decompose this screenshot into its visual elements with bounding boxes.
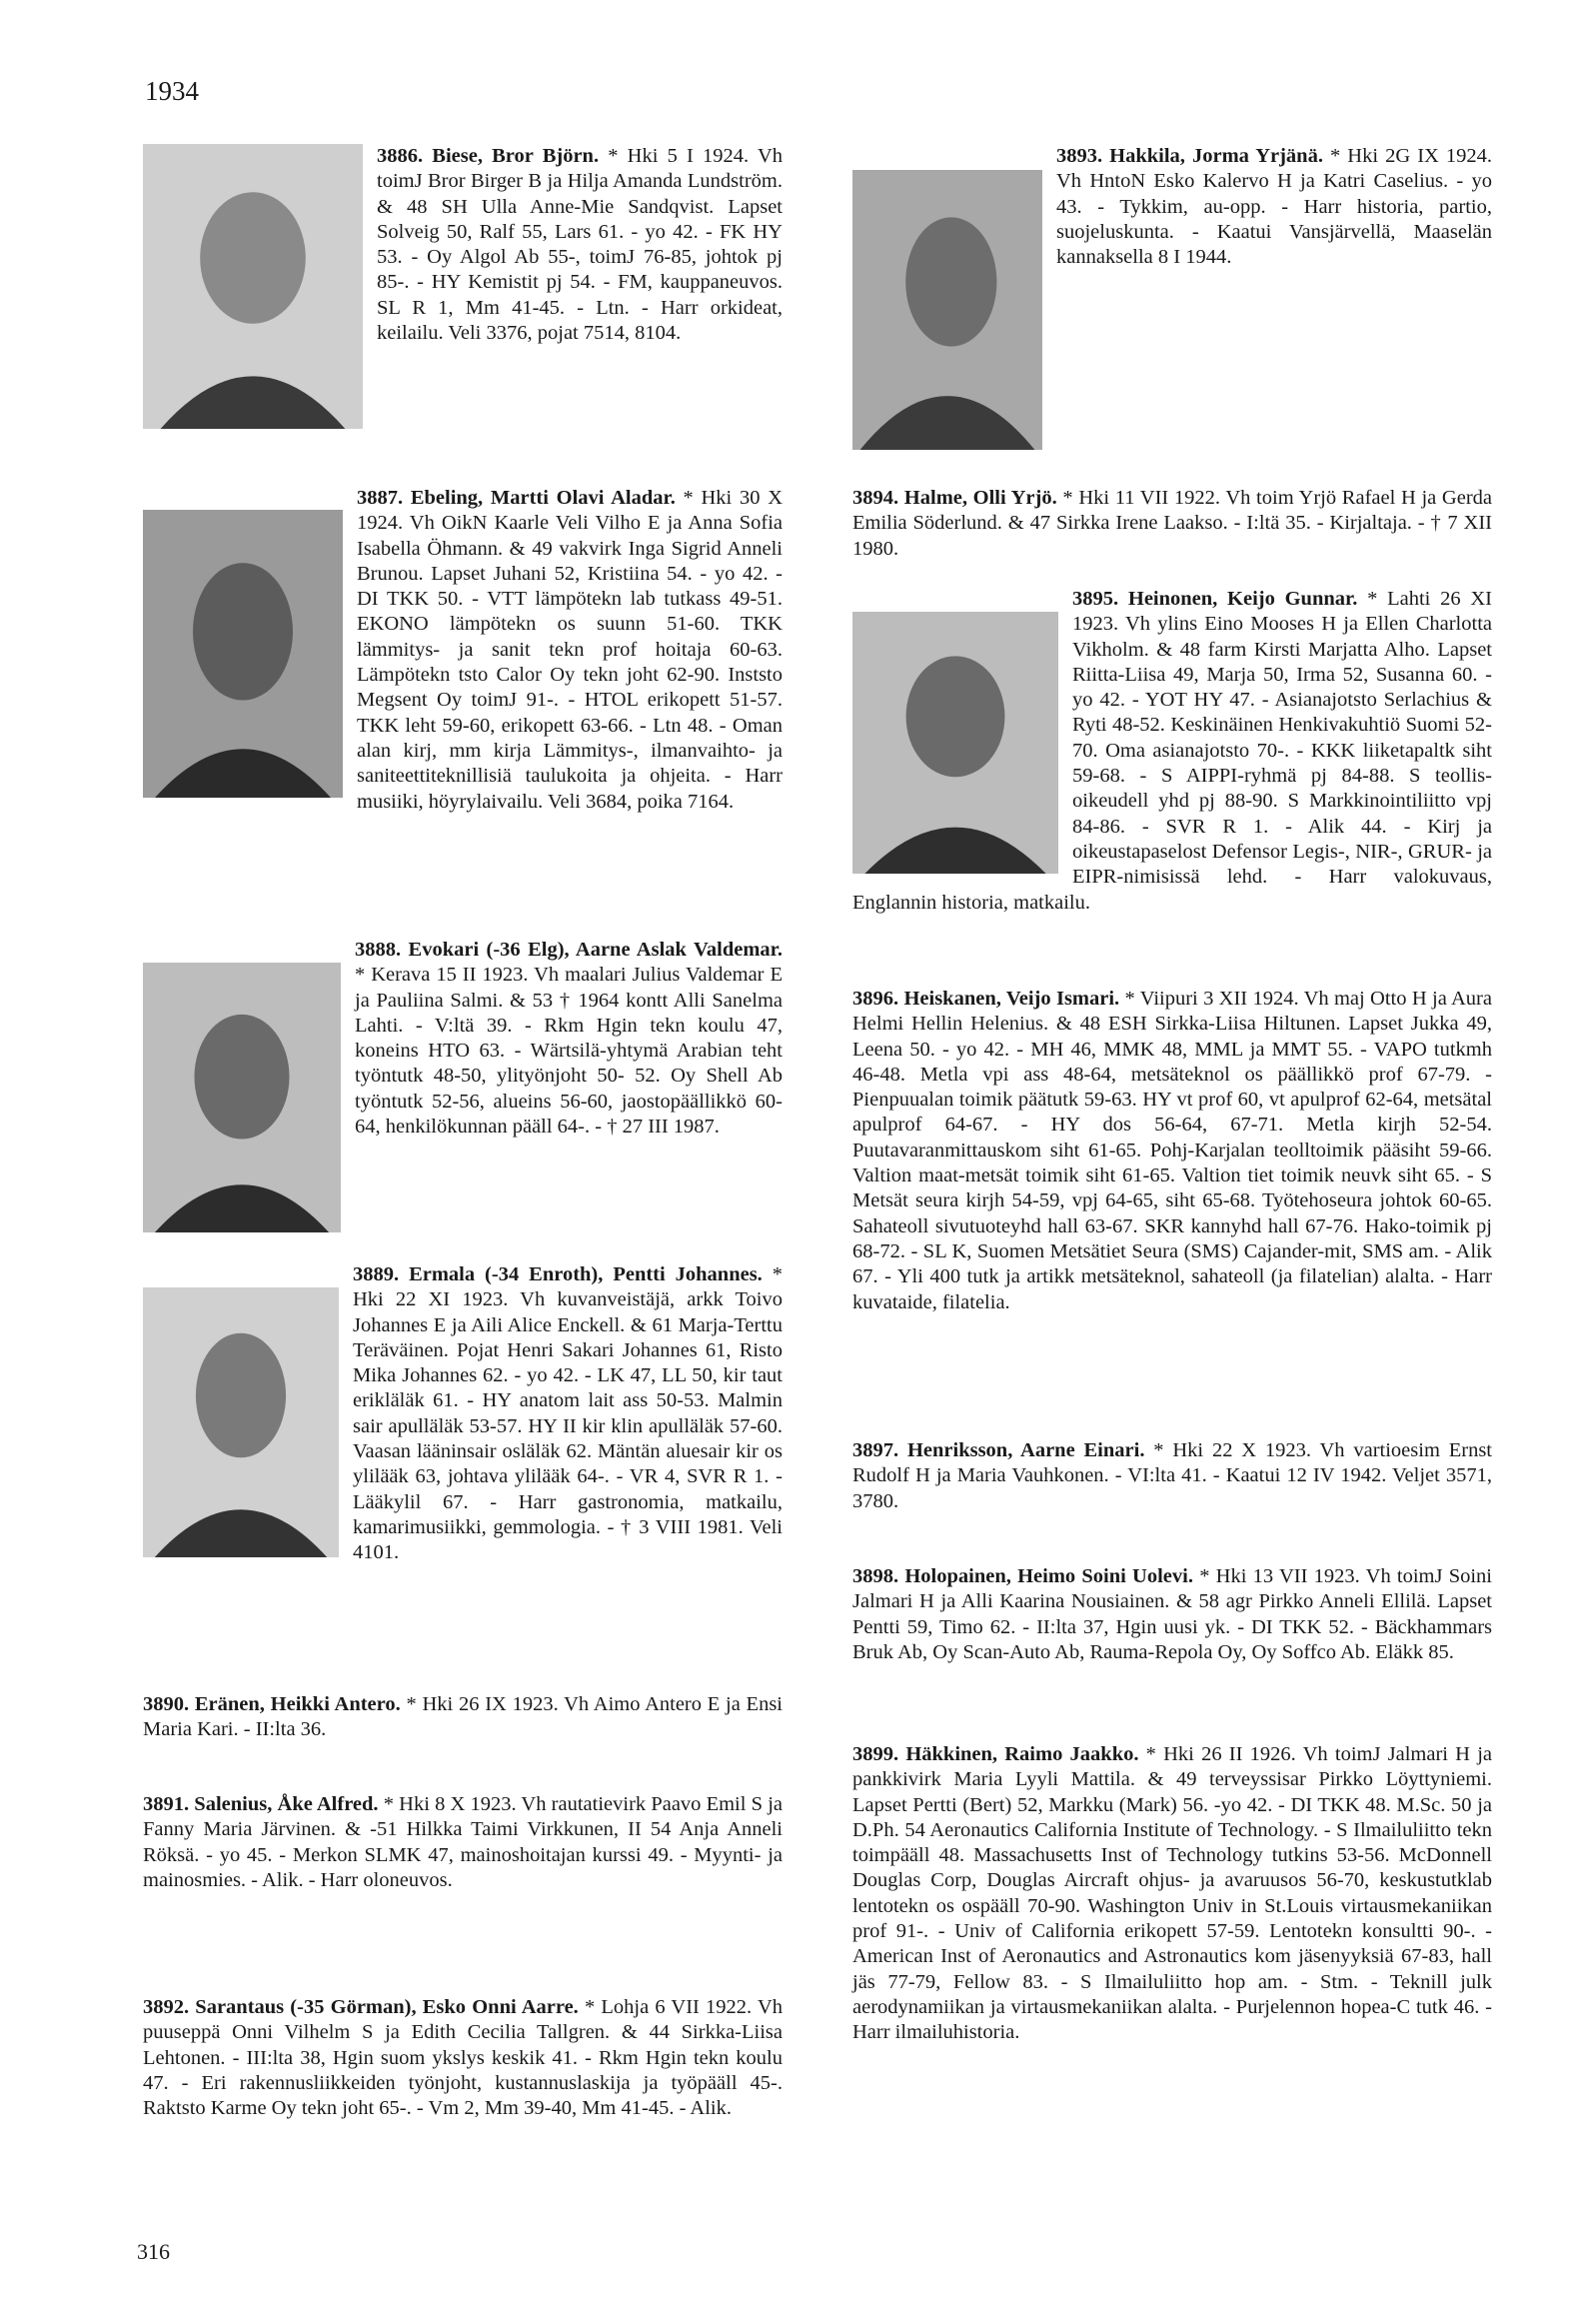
entry-3890: 3890. Eränen, Heikki Antero. * Hki 26 IX 1923. Vh Aimo Antero E ja Ensi Maria Kari. - II:lta 36. xyxy=(143,1693,783,1741)
entry-3897: 3897. Henriksson, Aarne Einari. * Hki 22 X 1923. Vh vartioesim Ernst Rudolf H ja Maria Vauhkonen. - VI:lta 41. - Kaatui 12 IV 1942. Veljet 3571, 3780. xyxy=(852,1439,1492,1512)
entry-3888: 3888. Evokari (-36 Elg), Aarne Aslak Valdemar. * Kerava 15 II 1923. Vh maalari Julius Valdemar E ja Pauliina Salmi. & 53 † 1964 kontt Alli Sanelma Lahti. - V:ltä 39. - Rkm Hgin tekn koulu 47, koneins HTO 63. - Wärtsilä-yhtymä Arabian teht työntutk 48-50, ylityönjoht 50- 52. Oy Shell Ab työntutk 52-56, alueins 56-60, jaostopäällikkö 60-64, henkilökunnan pääll 64-. - † 27 III 1987. xyxy=(143,938,783,1236)
portrait-photo xyxy=(143,1287,339,1557)
entry-3887: 3887. Ebeling, Martti Olavi Aladar. * Hki 30 X 1924. Vh OikN Kaarle Veli Vilho E ja Anna Sofia Isabella Öhmann. & 49 vakvirk Inga Sigrid Anneli Brunou. Lapset Juhani 52, Kristiina 54. - yo 42. - DI TKK 50. - VTT lämpötekn lab tutkass 49-51. EKONO lämpötekn os suunn 51-60. TKK lämmitys- ja sanit tekn prof hoitaja 60-63. Lämpötekn tsto Calor Oy tekn joht 62-90. Inststo Megsent Oy toimJ 91-. - HTOL erikopett 51-57. TKK leht 59-60, erikopett 63-66. - Ltn 48. - Oman alan kirj, mm kirja Lämmitys-, ilmanvaihto- ja saniteettiteknillisiä taulukoita ja ohjeita. - Harr musiiki, höyrylaivailu. Veli 3684, poika 7164. xyxy=(143,486,783,815)
entry-3892: 3892. Sarantaus (-35 Görman), Esko Onni Aarre. * Lohja 6 VII 1922. Vh puuseppä Onni Vilhelm S ja Edith Cecilia Tallgren. & 44 Sirkka-Liisa Lehtonen. - III:lta 38, Hgin suom ykslys keskik 41. - Rkm Hgin tekn koulu 47. - Eri rakennusliikkeiden työnjoht, kustannuslaskija ja työpääll 45-. Raktsto Karme Oy tekn joht 65-. - Vm 2, Mm 39-40, Mm 41-45. - Alik. xyxy=(143,1996,783,2120)
portrait-photo xyxy=(852,612,1058,874)
page-number: 316 xyxy=(137,2239,170,2264)
entry-3894: 3894. Halme, Olli Yrjö. * Hki 11 VII 1922. Vh toim Yrjö Rafael H ja Gerda Emilia Söderlund. & 47 Sirkka Irene Laakso. - I:ltä 35. - Kirjaltaja. - † 7 XII 1980. xyxy=(852,487,1492,560)
portrait-photo xyxy=(143,144,363,429)
entry-3891: 3891. Salenius, Åke Alfred. * Hki 8 X 1923. Vh rautatievirk Paavo Emil S ja Fanny Maria Järvinen. & -51 Hilkka Taimi Virkkunen, II 54 Anja Anneli Röksä. - yo 45. - Merkon SLMK 47, mainoshoitajan kurssi 49. - Myynti- ja mainosmies. - Alik. - Harr oloneuvos. xyxy=(143,1793,784,1891)
entry-3893: 3893. Hakkila, Jorma Yrjänä. * Hki 2G IX 1924. Vh HntoN Esko Kalervo H ja Katri Caselius. - yo 43. - Tykkim, au-opp. - Harr historia, partio, suojeluskunta. - Kaatui Vansjärvellä, Maaselän kannaksella 8 I 1944. xyxy=(852,144,1492,454)
entry-3899: 3899. Häkkinen, Raimo Jaakko. * Hki 26 II 1926. Vh toimJ Jalmari H ja pankkivirk Maria Lyyli Mattila. & 49 terveyssisar Pirkko Löyttyniemi. Lapset Pertti (Bert) 52, Markku (Mark) 56. -yo 42. - DI TKK 48. M.Sc. 50 ja D.Ph. 54 Aeronautics California Institute of Technology. - S Ilmailuliitto tekn toimpääll 48. Massachusetts Inst of Technology tutkins 53-56. McDonnell Douglas Corp, Douglas Aircraft ohjus- ja avaruusos 56-70, keskustutklab lentotekn os ospääll 70-90. Washington Univ in St.Louis virtausmekaniikan prof 91-. - Univ of California erikopett 57-59. Lentotekn konsultti 90-. - American Inst of Aeronautics and Astronautics kom jäsenyyksiä 67-83, hall jäs 77-79, Fellow 83. - S Ilmailuliitto hop am. - Stm. - Teknill julk aerodynamiikan ja virtausmekaniikan alalta. - Purjelennon hopea-C tutk 46. - Harr ilmailuhistoria. xyxy=(852,1743,1492,2044)
entry-3889: 3889. Ermala (-34 Enroth), Pentti Johannes. * Hki 22 XI 1923. Vh kuvanveistäjä, arkk Toivo Johannes E ja Aili Alice Enckell. & 61 Marja-Terttu Teräväinen. Pojat Henri Sakari Johannes 61, Risto Mika Johannes 62. - yo 42. - LK 47, LL 50, kir taut erikläläk 61. - HY anatom lait ass 50-53. Malmin sair apulläläk 53-57. HY II kir klin apulläläk 57-60. Vaasan lääninsair osläläk 62. Mäntän aluesair kir os ylilääk 63, johtava ylilääk 64-. - VR 4, SVR R 1. - Lääkylil 67. - Harr gastronomia, matkailu, kamarimusiikki, gemmologia. - † 3 VIII 1981. Veli 4101. xyxy=(143,1262,783,1566)
portrait-photo xyxy=(143,510,343,798)
entry-3895: 3895. Heinonen, Keijo Gunnar. * Lahti 26 XI 1923. Vh ylins Eino Mooses H ja Ellen Charlotta Vikholm. & 48 farm Kirsti Marjatta Alho. Lapset Riitta-Liisa 49, Marja 50, Irma 52, Susanna 60. - yo 42. - YOT HY 47. - Asianajotsto Serlachius & Ryti 48-52. Keskinäinen Henkivakuhtiö Suomi 52-70. Oma asianajotsto 70-. - KKK liiketapaltk siht 59-68. - S AIPPI-ryhmä pj 84-88. S teollis-oikeudell yhd pj 88-90. S Markkinointiliitto vpj 84-86. - SVR R 1. - Alik 44. - Kirj ja oikeustapaselost Defensor Legis-, NIR-, GRUR- ja EIPR-nimisissä lehd. - Harr valokuvaus, Englannin historia, matkailu. xyxy=(852,588,1492,914)
entry-3898: 3898. Holopainen, Heimo Soini Uolevi. * Hki 13 VII 1923. Vh toimJ Soini Jalmari H ja Alli Kaarina Nousiainen. & 58 agr Pirkko Anneli Ellilä. Lapset Pentti 59, Timo 62. - II:lta 37, Hgin uusi yk. - DI TKK 52. - Bäckhammars Bruk Ab, Oy Scan-Auto Ab, Rauma-Repola Oy, Oy Soffco Ab. Eläkk 85. xyxy=(852,1565,1492,1663)
portrait-photo xyxy=(852,170,1042,450)
page-year: 1934 xyxy=(145,76,199,106)
portrait-photo xyxy=(143,963,341,1232)
entry-3896: 3896. Heiskanen, Veijo Ismari. * Viipuri 3 XII 1924. Vh maj Otto H ja Aura Helmi Hellin Helenius. & 48 ESH Sirkka-Liisa Hiltunen. Lapset Jukka 49, Leena 50. - yo 42. - MH 46, MMK 48, MML ja MMT 55. - VAPO tutkmh 46-48. Metla vpi ass 48-64, metsäteknol os päällikkö prof 67-79. - Pienpuualan toimik päätutk 59-63. HY vt prof 60, vt apulprof 62-64, metsätal apulprof 64-67. - HY dos 56-64, 67-71. Metla kirjh 52-54. Puutavaranmittauskom siht 61-65. Pohj-Karjalan teolltoimik pääsiht 59-66. Valtion maat-metsät toimik siht 61-65. Valtion tiet toimik neuvk siht 65. - S Metsät seura kirjh 54-59, vpj 64-65, siht 65-68. Työtehoseura johtok 60-65. Sahateoll sivutuoteyhd hall 63-67. SKR kannyhd hall 67-76. Hako-toimik pj 68-72. - SL K, Suomen Metsätiet Seura (SMS) Cajander-mit, SMS am. - Alik 67. - Yli 400 tutk ja artikk metsäteknol, sahateoll (ja filatelian) alalta. - Harr kuvataide, filatelia. xyxy=(852,988,1492,1313)
entry-3886: 3886. Biese, Bror Björn. * Hki 5 I 1924. Vh toimJ Bror Birger B ja Hilja Amanda Lundström. & 48 SH Ulla Anne-Mie Sandqvist. Lapset Solveig 50, Ralf 55, Lars 61. - yo 42. - FK HY 53. - Oy Algol Ab 55-, toimJ 76-85, johtok pj 85-. - HY Kemistit pj 54. - FM, kauppaneuvos. SL R 1, Mm 41-45. - Ltn. - Harr orkideat, keilailu. Veli 3376, pojat 7514, 8104. xyxy=(143,144,783,433)
